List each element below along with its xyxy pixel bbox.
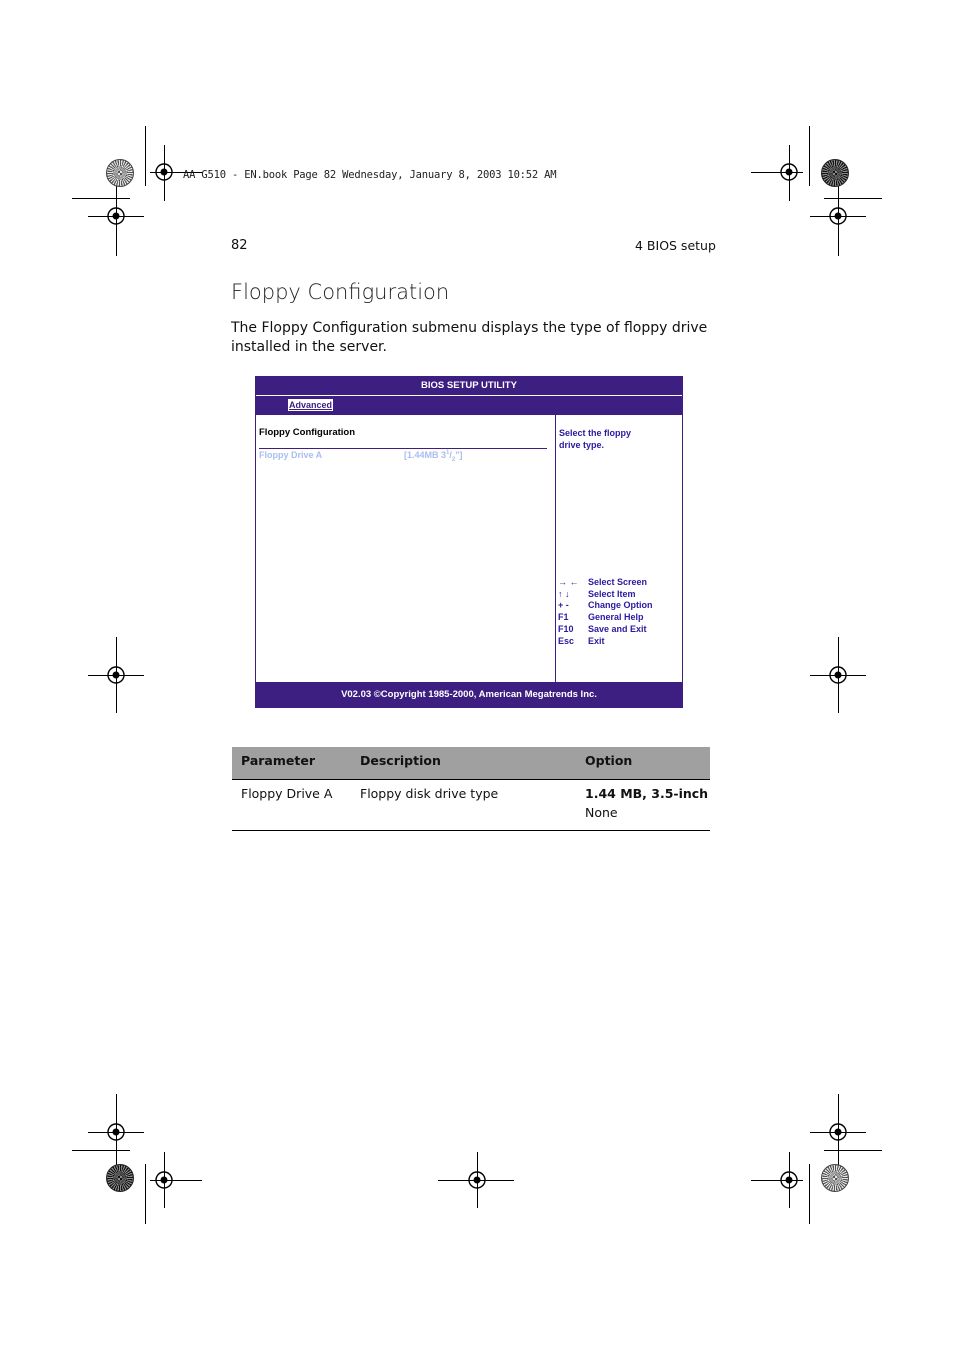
bios-help-text: Select the floppy drive type.	[559, 428, 632, 450]
parameter-table	[232, 747, 710, 831]
header-parameter: Parameter	[241, 753, 315, 768]
table-row	[232, 780, 710, 831]
cell-option-default: 1.44 MB, 3.5-inch	[585, 786, 709, 801]
running-header: 4 BIOS setup	[635, 238, 716, 253]
bios-pane-divider	[555, 415, 556, 683]
bios-section-rule	[259, 448, 547, 449]
bios-title: BIOS SETUP UTILITY	[256, 377, 682, 395]
bios-footer: V02.03 ©Copyright 1985-2000, American Megatrends Inc.	[256, 682, 682, 707]
page-number: 82	[231, 238, 248, 253]
bios-tab-bar	[256, 396, 682, 415]
header-option: Option	[585, 753, 633, 768]
bios-item-value[interactable]: [1.44MB $3^1/_2$"]	[404, 450, 463, 463]
key-save-exit: F10 Save and Exit	[558, 623, 647, 634]
key-select-screen: → ← Select Screen	[558, 577, 648, 587]
cell-description: Floppy disk drive type	[360, 786, 499, 801]
bios-item-floppy-drive-a[interactable]: Floppy Drive A	[259, 450, 323, 460]
key-select-item: ↑ ↓ Select Item	[558, 588, 636, 599]
key-change-option: + - Change Option	[558, 600, 653, 611]
key-exit: Esc Exit	[558, 635, 605, 646]
table-header	[232, 747, 710, 780]
page-title: Floppy Configuration	[231, 280, 450, 304]
intro-line-2: installed in the server.	[231, 338, 387, 355]
bios-section-title: Floppy Configuration	[259, 427, 356, 438]
bios-key-legend	[558, 577, 653, 647]
intro-line-1: The Floppy Configuration submenu displays the type of floppy drive	[231, 320, 708, 336]
print-slug: AA G510 - EN.book Page 82 Wednesday, January 8, 2003 10:52 AM	[183, 169, 557, 181]
cell-option-other: None	[585, 805, 618, 820]
bios-screen	[255, 376, 683, 708]
intro-paragraph	[231, 319, 711, 356]
cell-parameter: Floppy Drive A	[241, 786, 333, 801]
header-description: Description	[360, 753, 441, 768]
key-general-help: F1 General Help	[558, 612, 644, 623]
tab-advanced[interactable]: Advanced	[289, 400, 333, 410]
